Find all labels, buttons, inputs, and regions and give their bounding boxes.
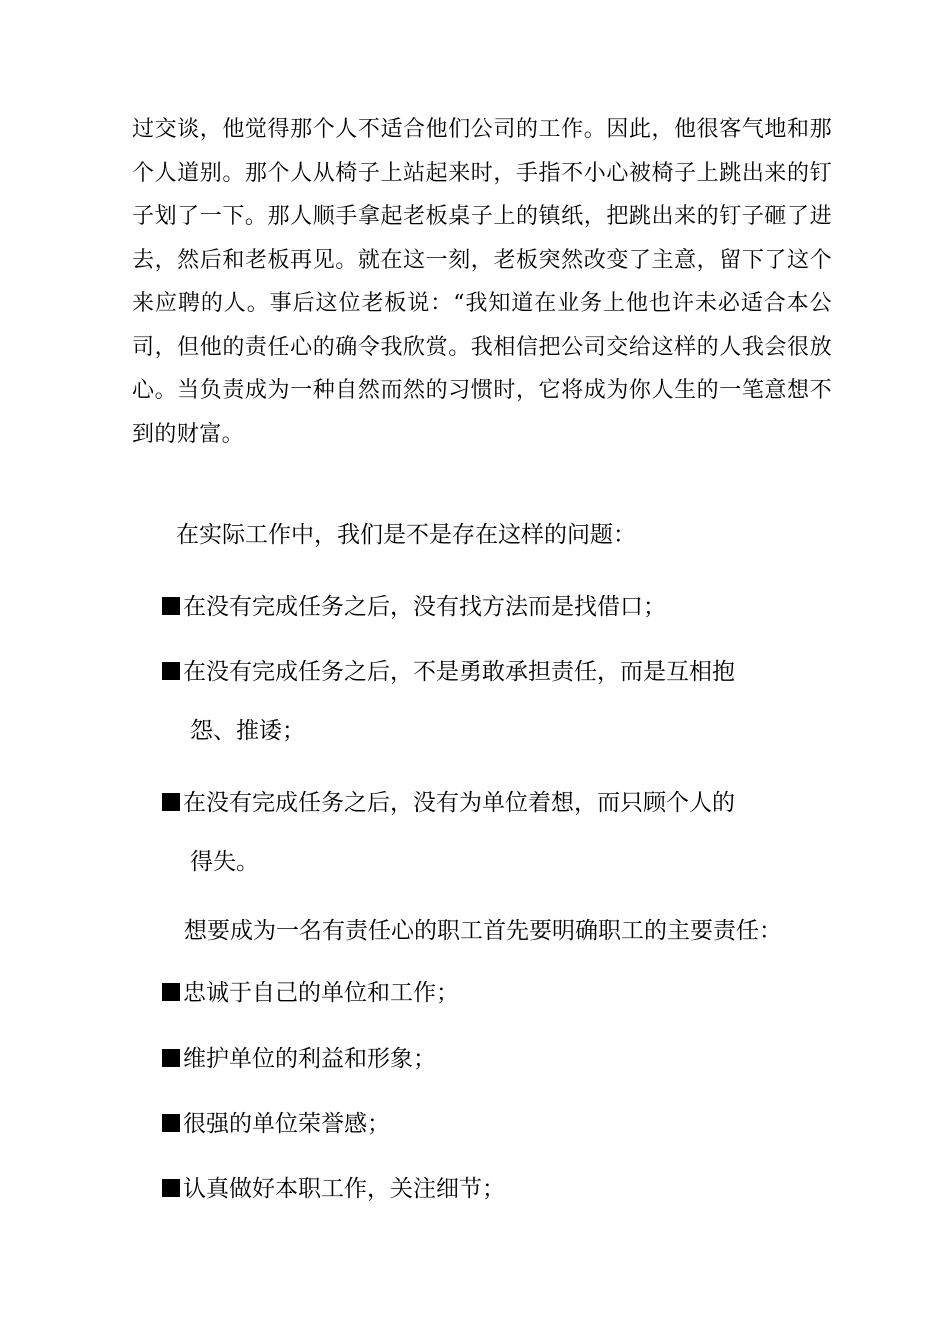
- duty-item: [162, 1170, 505, 1203]
- square-bullet-icon: [162, 983, 180, 1001]
- problem-text: 在没有完成任务之后，没有为单位着想，而只顾个人的: [183, 790, 735, 816]
- square-bullet-icon: [162, 597, 180, 615]
- duty-text: 很强的单位荣誉感；: [183, 1111, 390, 1137]
- duty-item: [162, 1105, 390, 1138]
- duty-text: 忠诚于自己的单位和工作；: [183, 980, 459, 1006]
- problem-item: [162, 784, 735, 817]
- problem-item: [162, 588, 666, 621]
- problem-text-continued: 怨、推诿；: [190, 718, 305, 744]
- problem-text-continued: 得失。: [190, 849, 259, 875]
- problem-item: [162, 653, 735, 686]
- square-bullet-icon: [162, 1049, 180, 1067]
- square-bullet-icon: [162, 1114, 180, 1132]
- duty-item: [162, 1040, 436, 1073]
- square-bullet-icon: [162, 793, 180, 811]
- intro-paragraph: 过交谈，他觉得那个人不适合他们公司的工作。因此，他很客气地和那个人道别。那个人从椅子上站起来时，手指不小心被椅子上跳出来的钉子划了一下。那人顺手拿起老板桌子上的镇纸，把跳出来的钉子砸了进去，然后和老板再见。就在这一刻，老板突然改变了主意，留下了这个来应聘的人。事后这位老板说：“我知道在业务上他也许未必适合本公司，但他的责任心的确令我欣赏。我相信把公司交给这样的人我会很放心。当负责成为一种自然而然的习惯时，它将成为你人生的一笔意想不到的财富。: [132, 117, 832, 447]
- duty-item: [162, 974, 459, 1007]
- duties-heading: 想要成为一名有责任心的职工首先要明确职工的主要责任：: [184, 918, 782, 944]
- square-bullet-icon: [162, 1179, 180, 1197]
- square-bullet-icon: [162, 662, 180, 680]
- duty-text: 认真做好本职工作，关注细节；: [183, 1176, 505, 1202]
- problem-text: 在没有完成任务之后，没有找方法而是找借口；: [183, 594, 666, 620]
- duty-text: 维护单位的利益和形象；: [183, 1046, 436, 1072]
- question-heading: 在实际工作中，我们是不是存在这样的问题：: [176, 522, 636, 548]
- problem-text: 在没有完成任务之后，不是勇敢承担责任，而是互相抱: [183, 659, 735, 685]
